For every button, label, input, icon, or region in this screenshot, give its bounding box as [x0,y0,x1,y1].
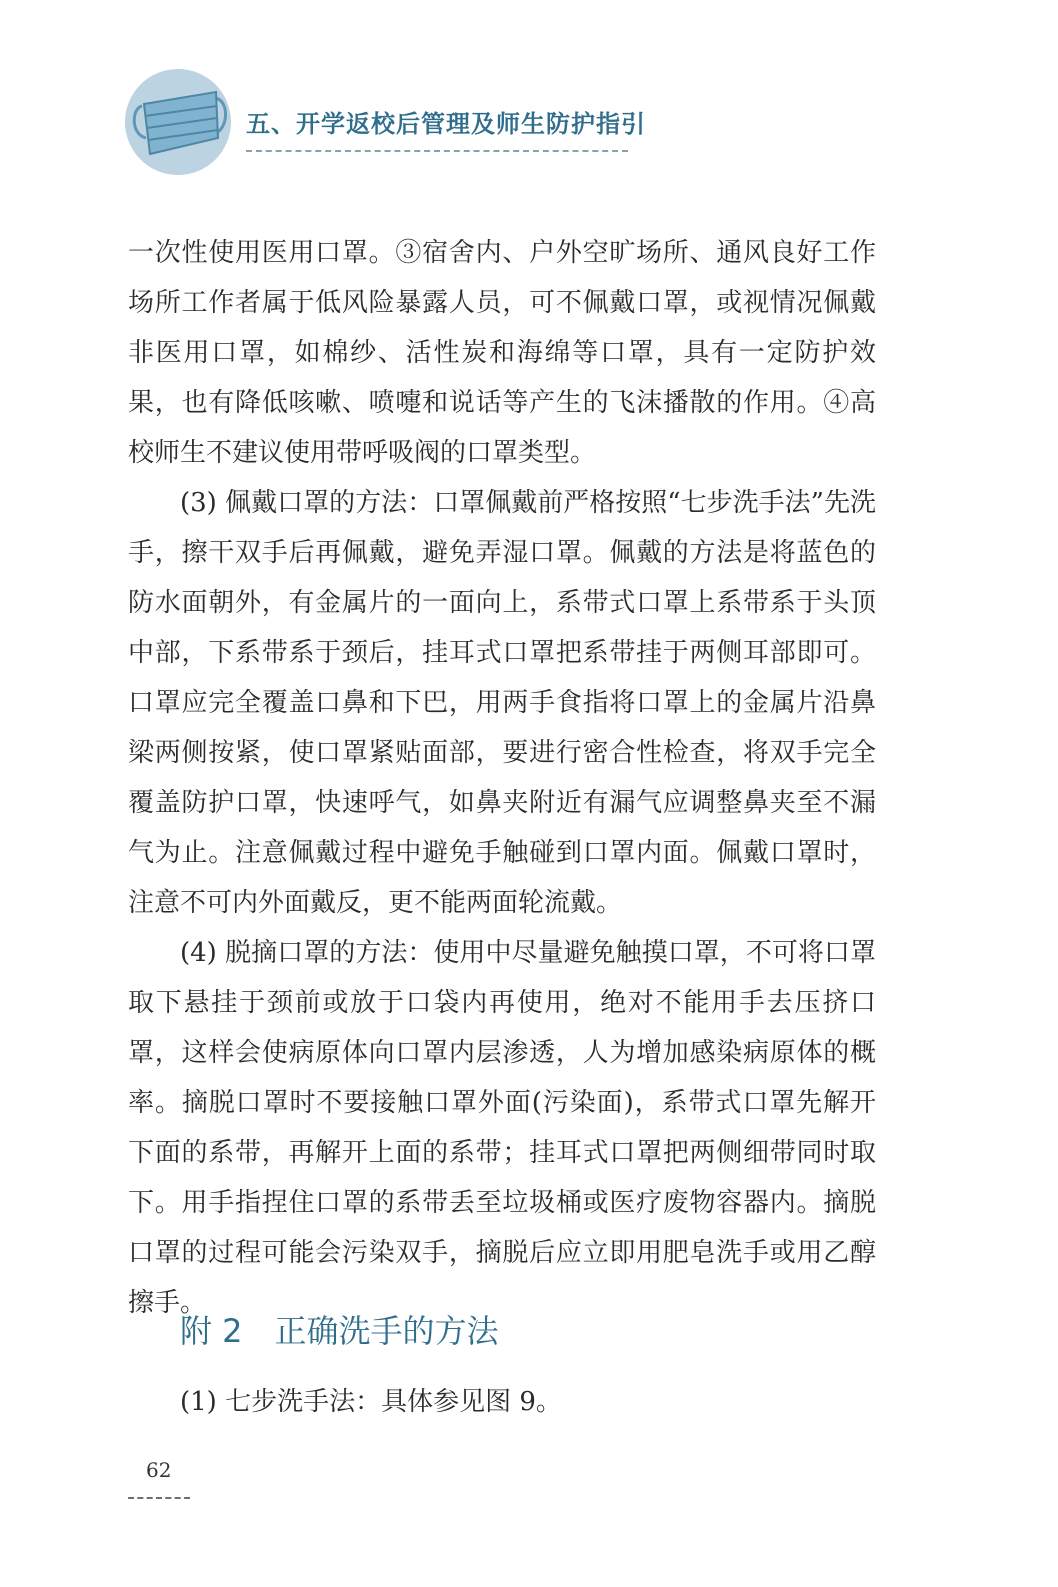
section-number: 附 2 [180,1312,243,1350]
chapter-title: 五、开学返校后管理及师生防护指引 [246,109,646,138]
paragraph-mask-types: 一次性使用医用口罩。③宿舍内、户外空旷场所、通风良好工作场所工作者属于低风险暴露人员，可不佩戴口罩，或视情况佩戴非医用口罩，如棉纱、活性炭和海绵等口罩，具有一定防护效果，也有降低咳嗽、喷嚏和说话等产生的飞沫播散的作用。④高校师生不建议使用带呼吸阀的口罩类型。 [128,238,876,468]
footer-divider [128,1497,190,1499]
paragraph-wearing-mask: (3) 佩戴口罩的方法：口罩佩戴前严格按照“七步洗手法”先洗手，擦干双手后再佩戴，避免弄湿口罩。佩戴的方法是将蓝色的防水面朝外，有金属片的一面向上，系带式口罩上系带系于头顶中部，下系带系于颈后，挂耳式口罩把系带挂于两侧耳部即可。口罩应完全覆盖口鼻和下巴，用两手食指将口罩上的金属片沿鼻梁两侧按紧，使口罩紧贴面部，要进行密合性检查，将双手完全覆盖防护口罩，快速呼气，如鼻夹附近有漏气应调整鼻夹至不漏气为止。注意佩戴过程中避免手触碰到口罩内面。佩戴口罩时，注意不可内外面戴反，更不能两面轮流戴。 [128,488,876,918]
section-title: 正确洗手的方法 [274,1312,499,1350]
paragraph-removing-mask: (4) 脱摘口罩的方法：使用中尽量避免触摸口罩，不可将口罩取下悬挂于颈前或放于口袋内再使用，绝对不能用手去压挤口罩，这样会使病原体向口罩内层渗透，人为增加感染病原体的概率。摘脱口罩时不要接触口罩外面(污染面)，系带式口罩先解开下面的系带，再解开上面的系带；挂耳式口罩把两侧细带同时取下。用手指捏住口罩的系带丢至垃圾桶或医疗废物容器内。摘脱口罩的过程可能会污染双手，摘脱后应立即用肥皂洗手或用乙醇擦手。 [128,938,876,1318]
section-heading [180,1306,499,1352]
body-text [128,228,876,1328]
page-number: 62 [146,1458,172,1482]
face-mask-icon [124,68,232,176]
header-divider [246,150,628,152]
sub-item-seven-step: (1) 七步洗手法：具体参见图 9。 [180,1387,562,1417]
